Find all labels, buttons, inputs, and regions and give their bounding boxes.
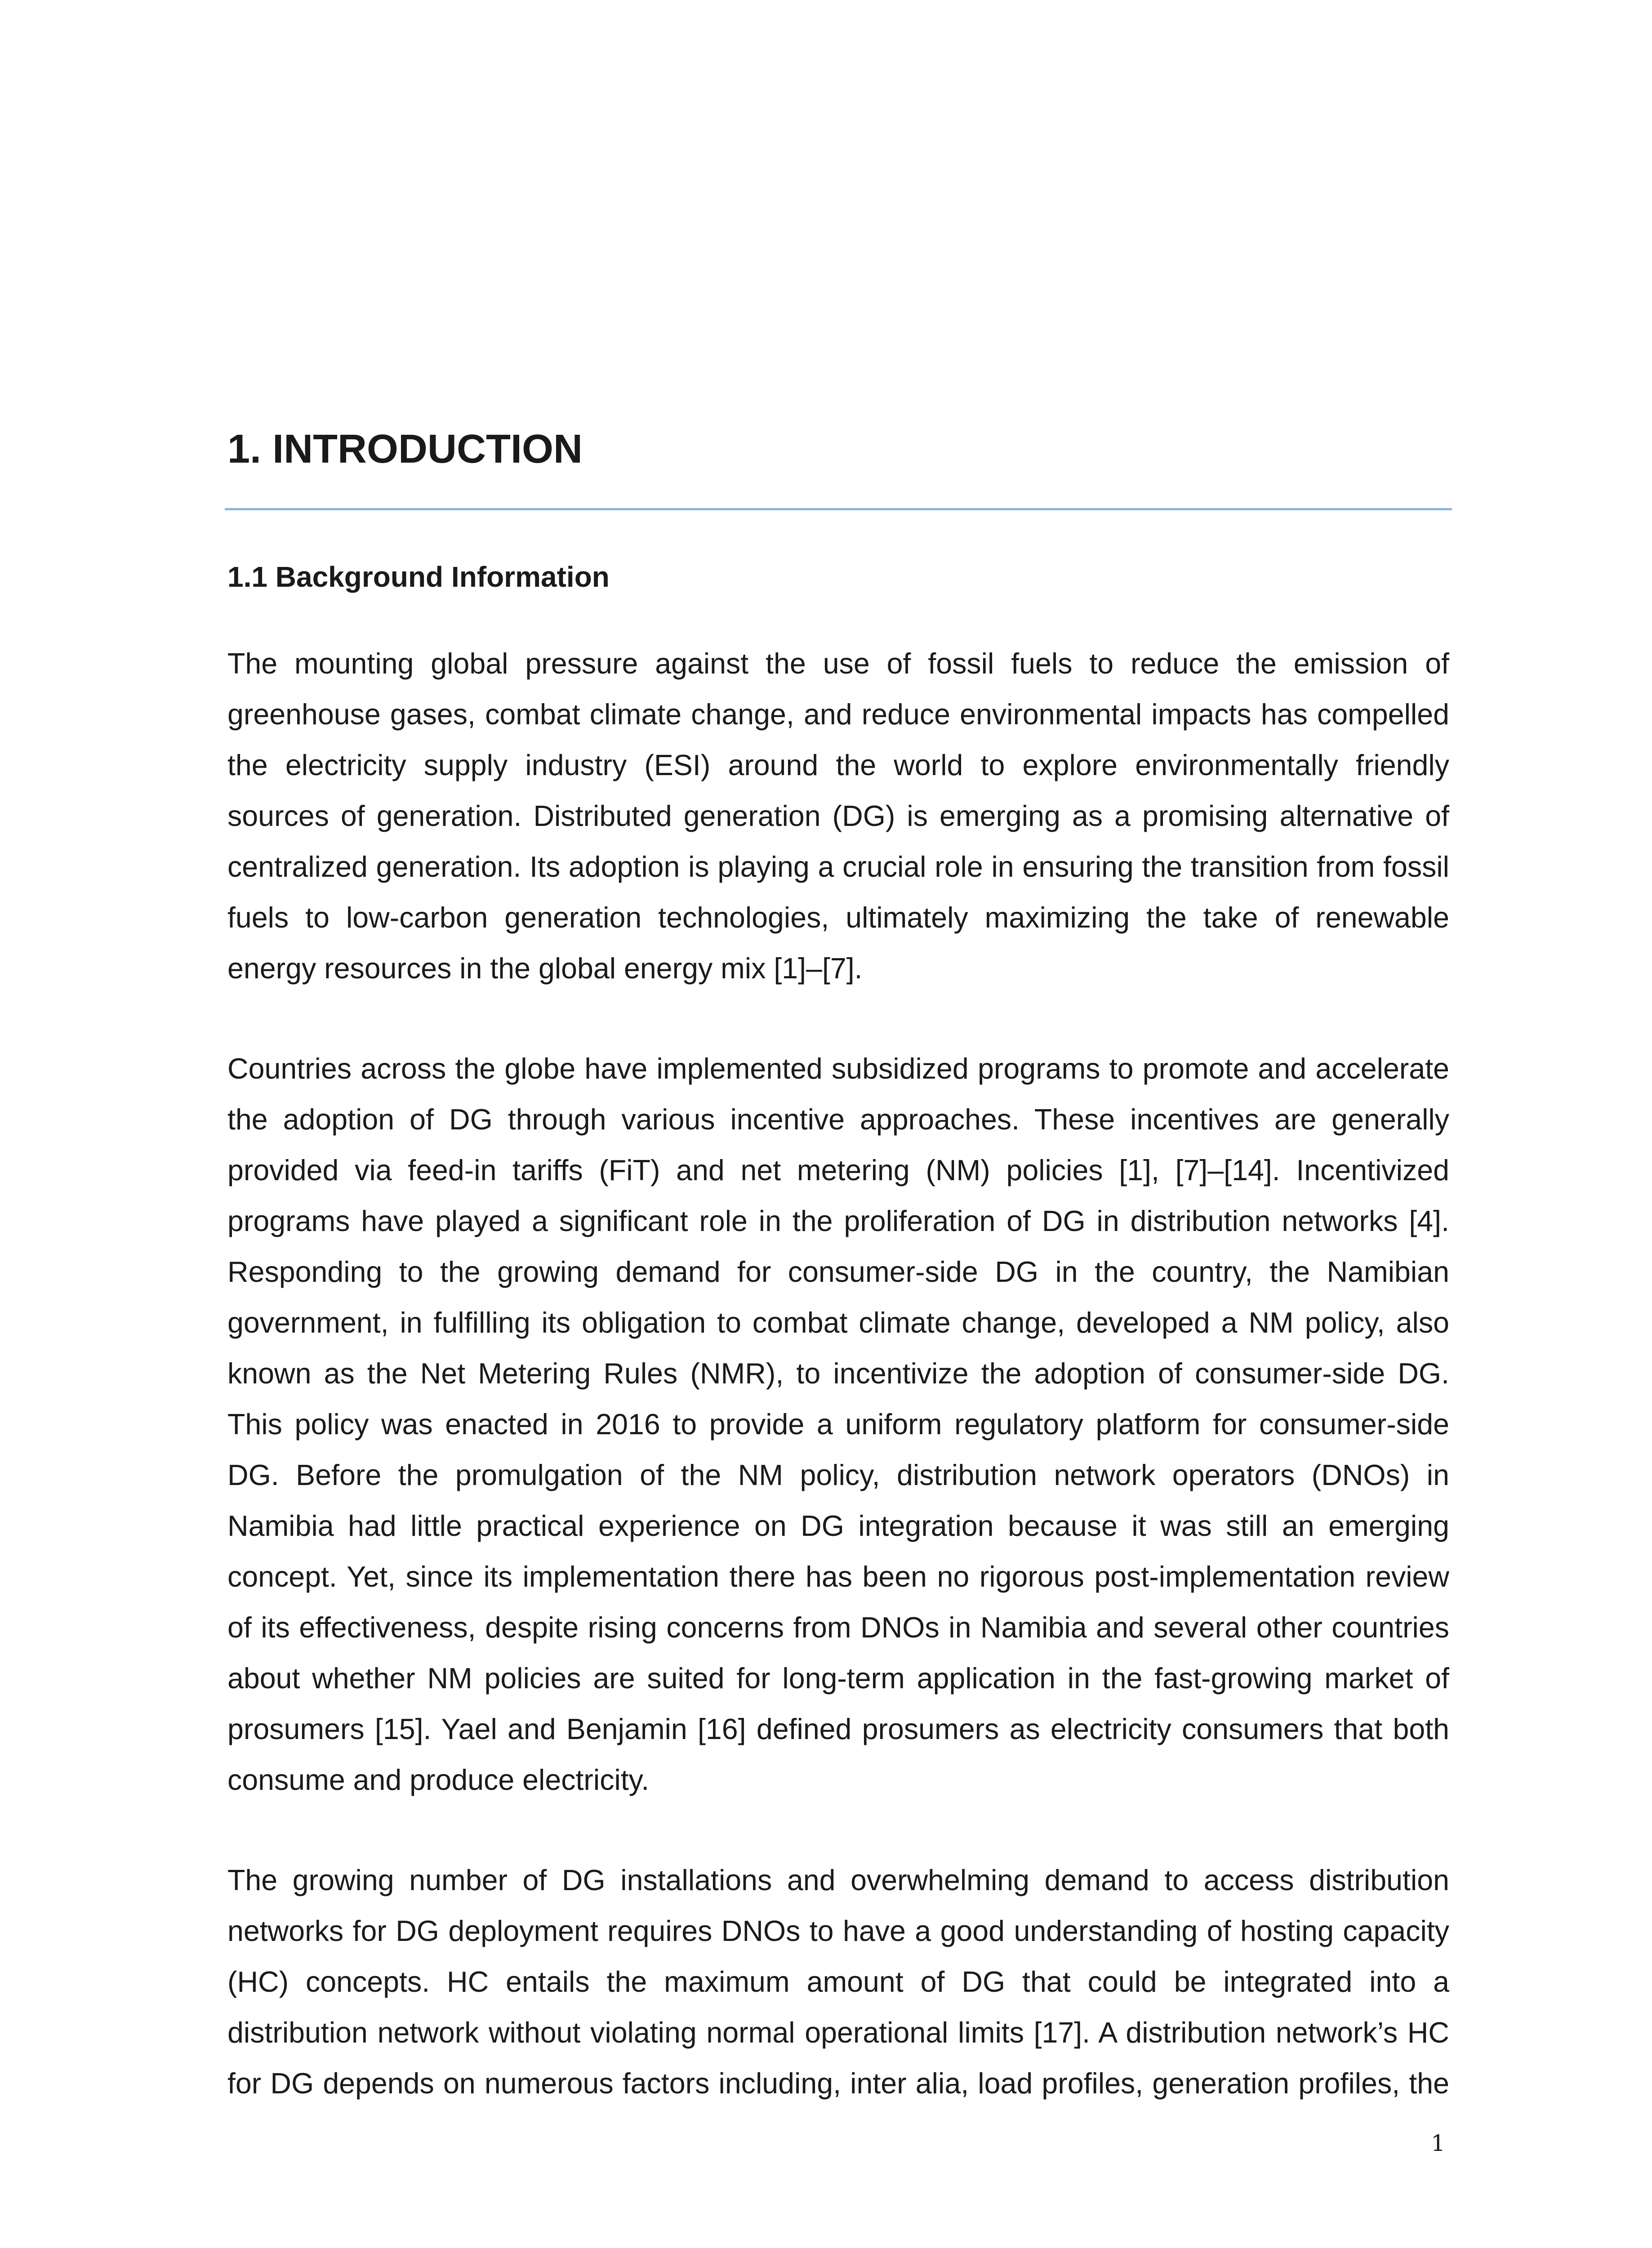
section-title: 1.1 Background Information	[227, 561, 610, 593]
chapter-title: 1. INTRODUCTION	[227, 427, 583, 472]
paragraph-3: The growing number of DG installations and overwhelming demand to access distribution networks for DG deployment requires DNOs to have a good understanding of hosting capacity (HC) concepts. HC entails the maximum amount of DG that could be integrated into a distribution network without violating normal operational limits [17]. A distribution network’s HC for DG depends on numerous factors including, inter alia, load profiles, generation profiles, the	[227, 1864, 1449, 2100]
body-text	[227, 638, 1449, 2159]
paragraph-2: Countries across the globe have implemented subsidized programs to promote and accelerate the adoption of DG through various incentive approaches. These incentives are generally provided via feed-in tariffs (FiT) and net metering (NM) policies [1], [7]–[14]. Incentivized programs have played a significant role in the proliferation of DG in distribution networks [4]. Responding to the growing demand for consumer-side DG in the country, the Namibian government, in fulfilling its obligation to combat climate change, developed a NM policy, also known as the Net Metering Rules (NMR), to incentivize the adoption of consumer-side DG. This policy was enacted in 2016 to provide a uniform regulatory platform for consumer-side DG. Before the promulgation of the NM policy, distribution network operators (DNOs) in Namibia had little practical experience on DG integration because it was still an emerging concept. Yet, since its implementation there has been no rigorous post-implementation review of its effectiveness, despite rising concerns from DNOs in Namibia and several other countries about whether NM policies are suited for long-term application in the fast-growing market of prosumers [15]. Yael and Benjamin [16] defined prosumers as electricity consumers that both consume and produce electricity.	[227, 1053, 1449, 1796]
page-number: 1	[1431, 2130, 1445, 2156]
paragraph-1: The mounting global pressure against the use of fossil fuels to reduce the emission of greenhouse gases, combat climate change, and reduce environmental impacts has compelled the electricity supply industry (ESI) around the world to explore environmentally friendly sources of generation. Distributed generation (DG) is emerging as a promising alternative of centralized generation. Its adoption is playing a crucial role in ensuring the transition from fossil fuels to low-carbon generation technologies, ultimately maximizing the take of renewable energy resources in the global energy mix [1]–[7].	[227, 647, 1449, 985]
chapter-divider	[225, 508, 1452, 510]
